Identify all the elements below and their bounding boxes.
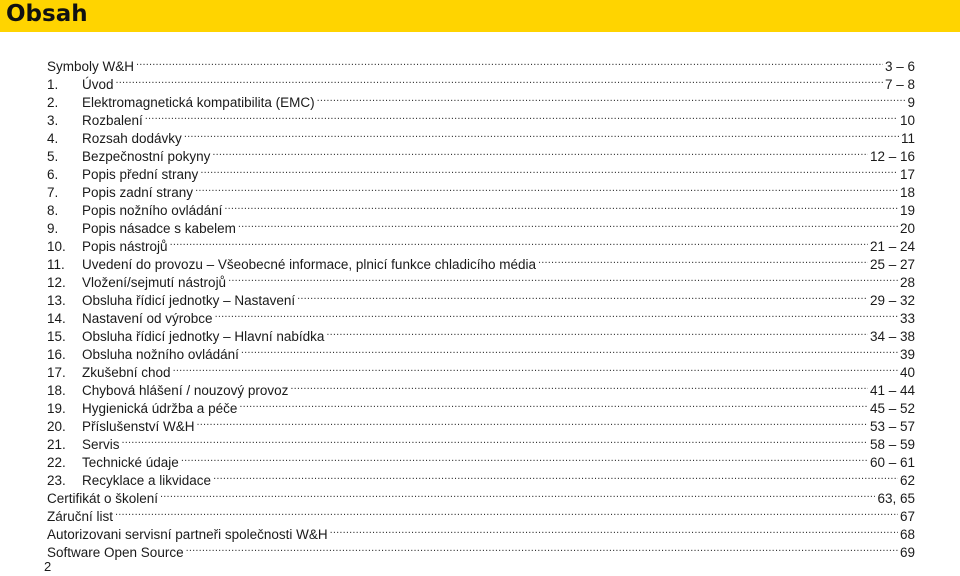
toc-dot-leader: [215, 305, 898, 323]
toc-entry-page: 40: [899, 365, 915, 380]
toc-entry-title: Popis nástrojů: [82, 239, 168, 254]
toc-dot-leader: [122, 431, 868, 449]
toc-entry-page: 39: [899, 347, 915, 362]
toc-dot-leader: [160, 485, 875, 503]
toc-dot-leader: [290, 377, 868, 395]
toc-entry-title: Uvedení do provozu – Všeobecné informace, plnicí funkce chladicího média: [82, 257, 537, 272]
toc-entry-title: Technické údaje: [82, 455, 179, 470]
toc-entry-number: 16.: [47, 347, 66, 362]
toc-entry-page: 62: [899, 473, 915, 488]
toc-entry-number: 11.: [47, 257, 65, 272]
toc-entry-number: 18.: [47, 383, 66, 398]
page-number: 2: [44, 559, 52, 574]
toc-entry-page: 68: [899, 527, 915, 542]
toc-dot-leader: [213, 467, 898, 485]
toc-dot-leader: [181, 449, 868, 467]
toc-entry-number: 20.: [47, 419, 66, 434]
toc-dot-leader: [173, 359, 898, 377]
toc-entry-title: Úvod: [82, 77, 114, 92]
toc-entry[interactable]: [47, 503, 915, 524]
toc-entry-page: 17: [899, 167, 915, 182]
toc-entry-title: Záruční list: [47, 509, 114, 524]
toc-entry-number: 19.: [47, 401, 66, 416]
toc-entry[interactable]: [47, 359, 915, 380]
toc-entry-title: Hygienická údržba a péče: [82, 401, 238, 416]
toc-entry-title: Popis nožního ovládání: [82, 203, 223, 218]
toc-dot-leader: [212, 143, 868, 161]
toc-entry-number: 6.: [47, 167, 59, 182]
toc-entry[interactable]: [47, 71, 915, 92]
toc-entry[interactable]: [47, 251, 915, 272]
toc-entry[interactable]: [47, 377, 915, 398]
toc-entry-number: 17.: [47, 365, 66, 380]
toc-entry-title: Bezpečnostní pokyny: [82, 149, 211, 164]
toc-entry-number: 21.: [47, 437, 66, 452]
toc-entry[interactable]: [47, 233, 915, 254]
toc-entry-title: Symboly W&H: [47, 59, 135, 74]
toc-entry-title: Obsluha nožního ovládání: [82, 347, 239, 362]
toc-entry-page: 28: [899, 275, 915, 290]
toc-entry-title: Software Open Source: [47, 545, 184, 560]
toc-entry-title: Chybová hlášení / nouzový provoz: [82, 383, 289, 398]
toc-dot-leader: [116, 71, 883, 89]
toc-entry-page: 10: [899, 113, 915, 128]
toc-entry-number: 3.: [47, 113, 59, 128]
toc-dot-leader: [224, 197, 898, 215]
toc-entry-page: 19: [899, 203, 915, 218]
toc-entry[interactable]: [47, 431, 915, 452]
toc-entry-title: Obsluha řídicí jednotky – Nastavení: [82, 293, 296, 308]
toc-entry-title: Autorizovani servisní partneři společnosti W&H: [47, 527, 328, 542]
toc-entry-title: Obsluha řídicí jednotky – Hlavní nabídka: [82, 329, 325, 344]
toc-entry-number: 12.: [47, 275, 66, 290]
toc-entry-number: 10.: [47, 239, 66, 254]
toc-entry-page: 45 – 52: [869, 401, 915, 416]
toc-entry-page: 12 – 16: [869, 149, 915, 164]
toc-entry-title: Vložení/sejmutí nástrojů: [82, 275, 227, 290]
toc-entry-page: 69: [899, 545, 915, 560]
toc-entry-title: Certifikát o školení: [47, 491, 159, 506]
toc-entry-page: 29 – 32: [869, 293, 915, 308]
toc-entry-number: 13.: [47, 293, 66, 308]
toc-entry-page: 21 – 24: [869, 239, 915, 254]
toc-dot-leader: [239, 395, 868, 413]
toc-entry-title: Servis: [82, 437, 120, 452]
toc-entry[interactable]: [47, 449, 915, 470]
page-title: Obsah: [6, 1, 88, 27]
toc-entry-title: Zkušební chod: [82, 365, 171, 380]
toc-dot-leader: [317, 89, 906, 107]
toc-entry-page: 34 – 38: [869, 329, 915, 344]
toc-dot-leader: [538, 251, 868, 269]
toc-entry-page: 9: [907, 95, 915, 110]
toc-entry[interactable]: [47, 53, 915, 74]
toc-dot-leader: [136, 53, 883, 71]
toc-entry[interactable]: [47, 125, 915, 146]
toc-entry-page: 58 – 59: [869, 437, 915, 452]
header-bar: [0, 0, 960, 32]
toc-entry-number: 2.: [47, 95, 59, 110]
toc-entry-number: 15.: [47, 329, 66, 344]
toc-entry-number: 1.: [47, 77, 59, 92]
toc-dot-leader: [241, 341, 898, 359]
toc-entry-title: Popis násadce s kabelem: [82, 221, 236, 236]
toc-entry-number: 9.: [47, 221, 59, 236]
toc-dot-leader: [297, 287, 868, 305]
toc-dot-leader: [184, 125, 899, 143]
toc-entry-page: 67: [899, 509, 915, 524]
toc-entry-page: 7 – 8: [884, 77, 915, 92]
toc-dot-leader: [238, 215, 898, 233]
toc-entry-number: 5.: [47, 149, 59, 164]
toc-entry-page: 53 – 57: [869, 419, 915, 434]
toc-dot-leader: [200, 161, 898, 179]
toc-entry-page: 60 – 61: [869, 455, 915, 470]
toc-entry-title: Popis přední strany: [82, 167, 199, 182]
toc-dot-leader: [330, 521, 898, 539]
toc-dot-leader: [115, 503, 898, 521]
toc-entry-page: 33: [899, 311, 915, 326]
toc-entry-title: Elektromagnetická kompatibilita (EMC): [82, 95, 315, 110]
toc-dot-leader: [195, 179, 898, 197]
toc-dot-leader: [197, 413, 868, 431]
toc-entry-page: 18: [899, 185, 915, 200]
toc-dot-leader: [326, 323, 868, 341]
toc-entry-title: Rozsah dodávky: [82, 131, 182, 146]
toc-entry-page: 63, 65: [877, 491, 915, 506]
table-of-contents: [47, 53, 915, 560]
toc-dot-leader: [228, 269, 898, 287]
toc-entry-title: Recyklace a likvidace: [82, 473, 212, 488]
toc-entry-number: 7.: [47, 185, 59, 200]
toc-entry-number: 23.: [47, 473, 66, 488]
toc-entry[interactable]: [47, 485, 915, 506]
toc-entry-page: 11: [900, 131, 915, 146]
toc-entry[interactable]: [47, 107, 915, 128]
toc-entry-page: 20: [899, 221, 915, 236]
toc-entry-title: Popis zadní strany: [82, 185, 194, 200]
toc-entry-page: 3 – 6: [884, 59, 915, 74]
toc-entry[interactable]: [47, 89, 915, 110]
toc-entry-page: 41 – 44: [869, 383, 915, 398]
toc-dot-leader: [170, 233, 868, 251]
toc-entry-number: 8.: [47, 203, 59, 218]
toc-entry-title: Nastavení od výrobce: [82, 311, 213, 326]
toc-entry-number: 14.: [47, 311, 66, 326]
toc-entry[interactable]: [47, 521, 915, 542]
toc-dot-leader: [186, 539, 898, 557]
toc-entry-number: 4.: [47, 131, 59, 146]
toc-entry-page: 25 – 27: [869, 257, 915, 272]
toc-entry-number: 22.: [47, 455, 66, 470]
toc-entry-title: Rozbalení: [82, 113, 143, 128]
toc-dot-leader: [145, 107, 898, 125]
toc-entry-title: Příslušenství W&H: [82, 419, 195, 434]
